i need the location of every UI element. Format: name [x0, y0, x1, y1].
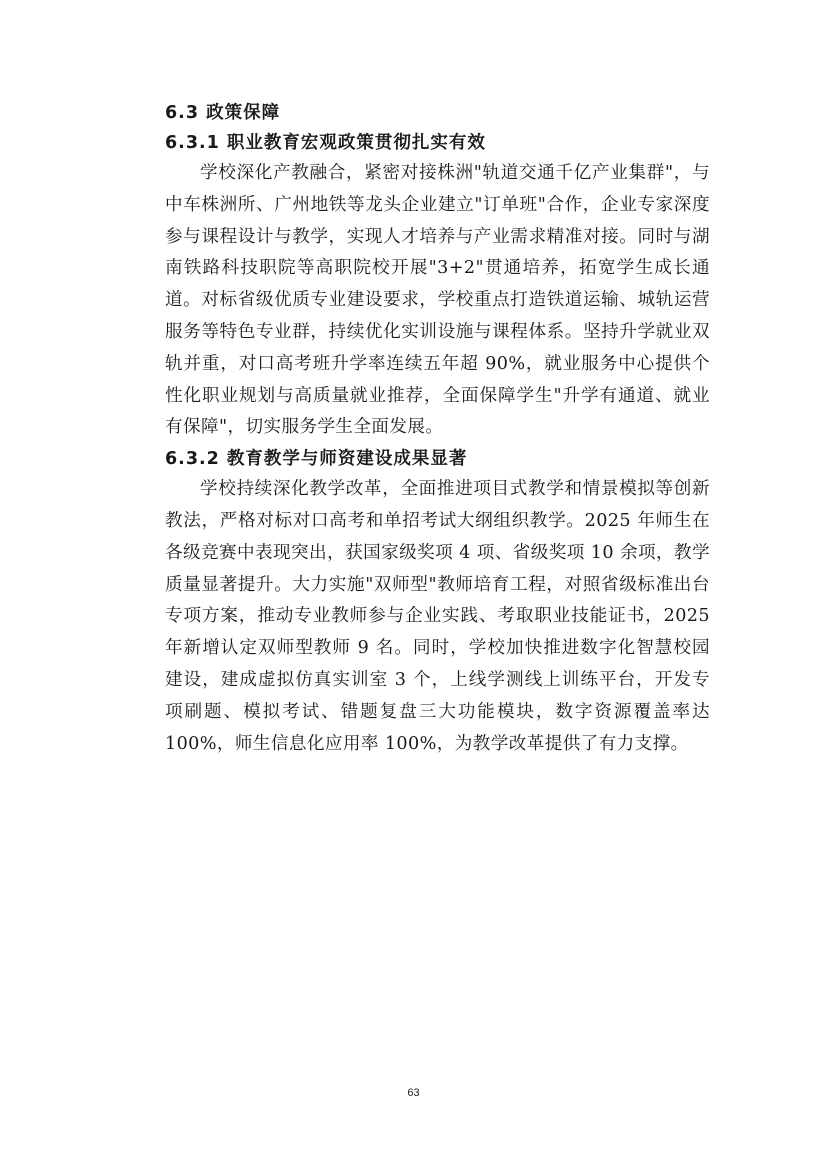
page-number: 63: [407, 1087, 420, 1099]
policy-paragraph: 学校深化产教融合，紧密对接株洲"轨道交通千亿产业集群"，与中车株洲所、广州地铁等龙头企业建立"订单班"合作，企业专家深度参与课程设计与教学，实现人才培养与产业需求精准对接。同时与湖南铁路科技职院等高职院校开展"3+2"贯通培养，拓宽学生成长通道。对标省级优质专业建设要求，学校重点打造铁道运输、城轨运营服务等特色专业群，持续优化实训设施与课程体系。坚持升学就业双轨并重，对口高考班升学率连续五年超 90%，就业服务中心提供个性化职业规划与高质量就业推荐，全面保障学生"升学有通道、就业有保障"，切实服务学生全面发展。: [165, 163, 710, 438]
teaching-paragraph: 学校持续深化教学改革，全面推进项目式教学和情景模拟等创新教法，严格对标对口高考和单招考试大纲组织教学。2025 年师生在各级竞赛中表现突出，获国家级奖项 4 项、省级奖项 10 余项，教学质量显著提升。大力实施"双师型"教师培育工程，对照省级标准出台专项方案，推动专业教师参与企业实践、考取职业技能证书，2025 年新增认定双师型教师 9 名。同时，学校加快推进数字化智慧校园建设，建成虚拟仿真实训室 3 个，上线学测线上训练平台，开发专项刷题、模拟考试、错题复盘三大功能模块，数字资源覆盖率达 100%，师生信息化应用率 100%，为教学改革提供了有力支撑。: [165, 479, 710, 754]
section-heading: 6.3 政策保障: [165, 103, 281, 123]
subsection-heading-policy: 6.3.1 职业教育宏观政策贯彻扎实有效: [165, 133, 486, 153]
subsection-heading-teaching: 6.3.2 教育教学与师资建设成果显著: [165, 449, 468, 470]
page-content: [165, 98, 710, 760]
